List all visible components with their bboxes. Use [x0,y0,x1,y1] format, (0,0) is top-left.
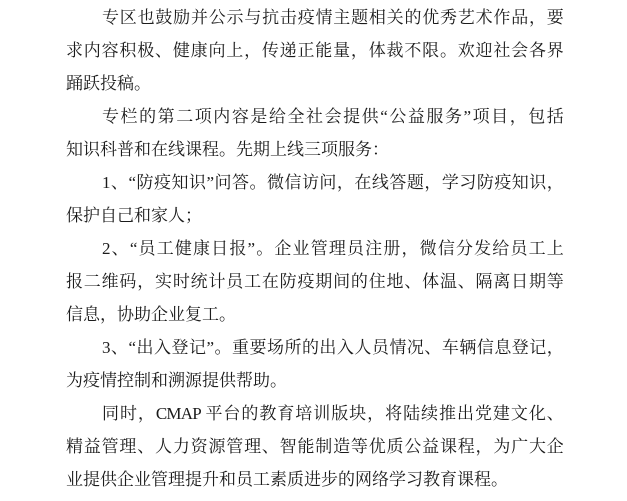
text-line: 求内容积极、健康向上，传递正能量，体裁不限。欢迎社会各界 [66,41,563,60]
text-line: 专栏的第二项内容是给全社会提供“公益服务”项目，包括 [102,107,563,126]
text-line: 踊跃投稿。 [66,74,151,93]
paragraph [66,397,563,496]
paragraph [66,100,563,166]
paragraph [66,331,563,397]
text-line: 信息，协助企业复工。 [66,305,236,324]
text-line: 1、“防疫知识”问答。微信访问，在线答题，学习防疫知识， [102,173,563,192]
text-line: 3、“出入登记”。重要场所的出入人员情况、车辆信息登记， [102,338,563,357]
paragraph [66,166,563,232]
text-line: 为疫情控制和溯源提供帮助。 [66,371,287,390]
text-line: 精益管理、人力资源管理、智能制造等优质公益课程，为广大企 [66,437,563,456]
text-line: 同时，CMAP 平台的教育培训版块，将陆续推出党建文化、 [102,404,563,423]
text-line: 报二维码，实时统计员工在防疫期间的住地、体温、隔离日期等 [66,272,563,291]
text-line: 知识科普和在线课程。先期上线三项服务： [66,140,389,159]
text-line: 专区也鼓励并公示与抗击疫情主题相关的优秀艺术作品，要 [102,8,563,27]
paragraph [66,1,563,100]
text-line: 业提供企业管理提升和员工素质进步的网络学习教育课程。 [66,470,508,489]
paragraph [66,232,563,331]
text-line: 2、“员工健康日报”。企业管理员注册，微信分发给员工上 [102,239,563,258]
text-line: 保护自己和家人； [66,206,202,225]
